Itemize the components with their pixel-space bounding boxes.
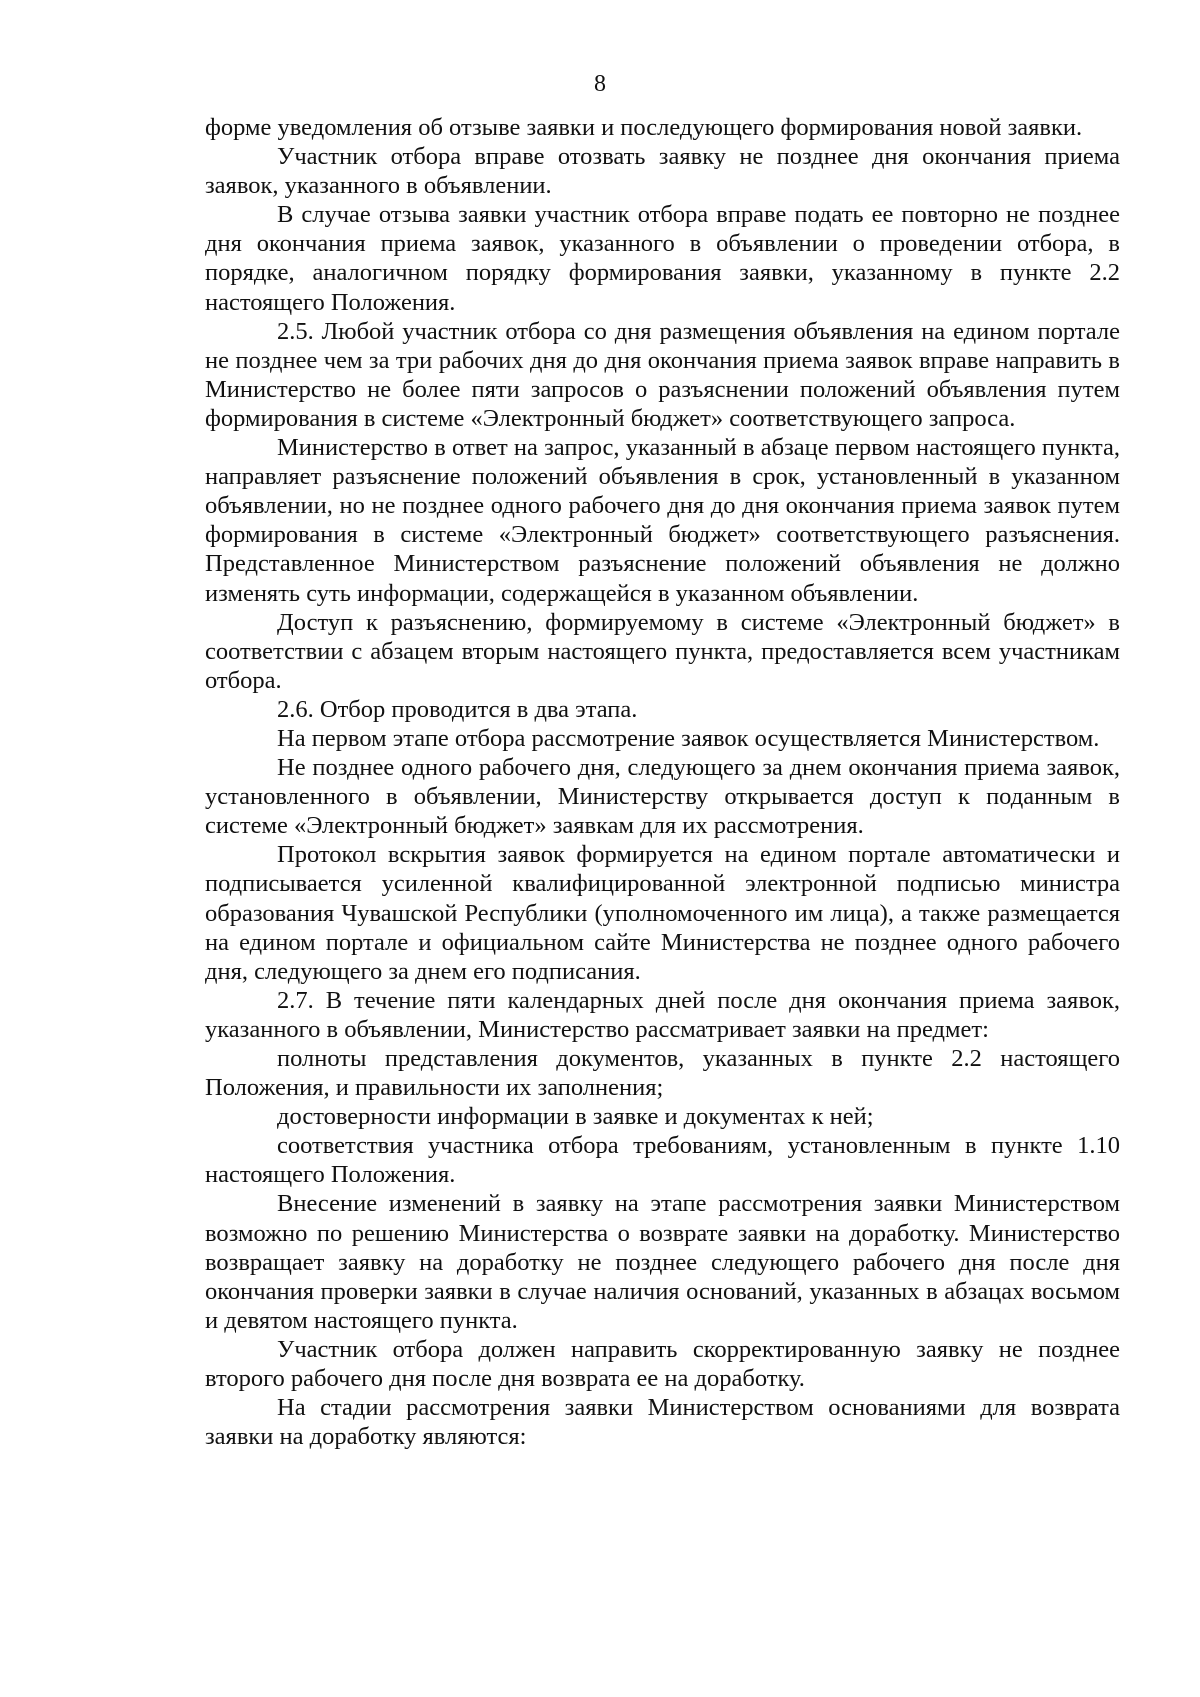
paragraph-12: полноты представления документов, указанных в пункте 2.2 настоящего Положения, и правильности их заполнения; bbox=[205, 1045, 1120, 1102]
paragraph-9: Не позднее одного рабочего дня, следующего за днем окончания приема заявок, установленного в объявлении, Министерству открывается доступ к поданным в системе «Электронный бюджет» заявкам для их рассмотрения. bbox=[205, 754, 1120, 840]
paragraph-17: На стадии рассмотрения заявки Министерством основаниями для возврата заявки на доработку являются: bbox=[205, 1394, 1120, 1451]
paragraph-11: 2.7. В течение пяти календарных дней после дня окончания приема заявок, указанного в объявлении, Министерство рассматривает заявки на предмет: bbox=[205, 986, 1120, 1043]
paragraph-4: 2.5. Любой участник отбора со дня размещения объявления на едином портале не позднее чем за три рабочих дня до дня окончания приема заявок вправе направить в Министерство не более пяти запросов о разъяснении положений объявления путем формирования в системе «Электронный бюджет» соответствующего запроса. bbox=[205, 317, 1120, 432]
paragraph-10: Протокол вскрытия заявок формируется на едином портале автоматически и подписывается усиленной квалифицированной электронной подписью министра образования Чувашской Республики (уполномоченного им лица), а также размещается на едином портале и официальном сайте Министерства не позднее одного рабочего дня, следующего за днем его подписания. bbox=[205, 841, 1120, 985]
paragraph-15: Внесение изменений в заявку на этапе рассмотрения заявки Министерством возможно по решению Министерства о возврате заявки на доработку. Министерство возвращает заявку на доработку не позднее следующего рабочего дня после дня окончания проверки заявки в случае наличия оснований, указанных в абзацах восьмом и девятом настоящего пункта. bbox=[205, 1190, 1120, 1334]
page-number: 8 bbox=[594, 71, 606, 97]
paragraph-1: форме уведомления об отзыве заявки и последующего формирования новой заявки. bbox=[205, 114, 1083, 141]
paragraph-7: 2.6. Отбор проводится в два этапа. bbox=[277, 695, 638, 723]
paragraph-8: На первом этапе отбора рассмотрение заявок осуществляется Министерством. bbox=[277, 724, 1100, 752]
paragraph-2: Участник отбора вправе отозвать заявку не позднее дня окончания приема заявок, указанного в объявлении. bbox=[205, 143, 1120, 200]
paragraph-5: Министерство в ответ на запрос, указанный в абзаце первом настоящего пункта, направляет разъяснение положений объявления в срок, установленный в указанном объявлении, но не позднее одного рабочего дня до дня окончания приема заявок путем формирования в системе «Электронный бюджет» соответствующего разъяснения. Представленное Министерством разъяснение положений объявления не должно изменять суть информации, содержащейся в указанном объявлении. bbox=[205, 434, 1120, 607]
paragraph-14: соответствия участника отбора требованиям, установленным в пункте 1.10 настоящего Положения. bbox=[205, 1132, 1120, 1189]
document-body bbox=[205, 113, 1120, 1451]
paragraph-13: достоверности информации в заявке и документах к ней; bbox=[277, 1103, 874, 1131]
paragraph-16: Участник отбора должен направить скорректированную заявку не позднее второго рабочего дня после дня возврата ее на доработку. bbox=[205, 1335, 1120, 1393]
paragraph-3: В случае отзыва заявки участник отбора вправе подать ее повторно не позднее дня окончания приема заявок, указанного в объявлении о проведении отбора, в порядке, аналогичном порядку формирования заявки, указанному в пункте 2.2 настоящего Положения. bbox=[205, 201, 1120, 316]
paragraph-6: Доступ к разъяснению, формируемому в системе «Электронный бюджет» в соответствии с абзацем вторым настоящего пункта, предоставляется всем участникам отбора. bbox=[205, 608, 1120, 694]
